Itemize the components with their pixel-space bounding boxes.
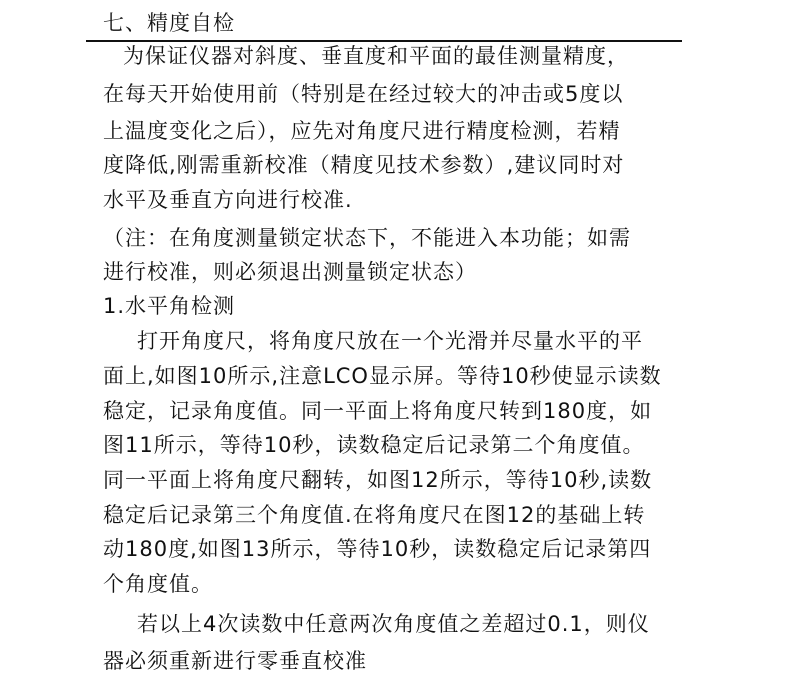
- intro-line-4: 度降低,刚需重新校准（精度见技术参数）,建议同时对: [103, 153, 625, 177]
- intro-line-2: 在每天开始使用前（特别是在经过较大的冲击或5度以: [103, 82, 624, 106]
- note-line-1: （注：在角度测量锁定状态下，不能进入本功能；如需: [103, 226, 631, 250]
- conclusion-line-1: 若以上4次读数中任意两次角度值之差超过0.1，则仪: [137, 612, 650, 636]
- procedure-line-4: 图11所示，等待10秒，读数稳定后记录第二个角度值。: [103, 433, 645, 457]
- procedure-line-7: 动180度,如图13所示，等待10秒，读数稳定后记录第四: [103, 537, 652, 561]
- intro-line-1: 为保证仪器对斜度、垂直度和平面的最佳测量精度，: [123, 44, 629, 68]
- conclusion-line-2: 器必须重新进行零垂直校准: [103, 649, 367, 673]
- procedure-line-1: 打开角度尺，将角度尺放在一个光滑并尽量水平的平: [137, 329, 643, 353]
- procedure-line-5: 同一平面上将角度尺翻转，如图12所示，等待10秒,读数: [103, 468, 653, 492]
- procedure-line-3: 稳定，记录角度值。同一平面上将角度尺转到180度，如: [103, 399, 653, 423]
- procedure-line-6: 稳定后记录第三个角度值.在将角度尺在图12的基础上转: [103, 503, 646, 527]
- procedure-line-8: 个角度值。: [103, 572, 213, 596]
- section-title: 七、精度自检: [103, 11, 235, 35]
- note-line-2: 进行校准，则必须退出测量锁定状态）: [103, 260, 477, 284]
- intro-line-3: 上温度变化之后），应先对角度尺进行精度检测，若精: [103, 119, 621, 143]
- subheading: 1.水平角检测: [103, 294, 236, 318]
- intro-line-5: 水平及垂直方向进行校准.: [103, 188, 353, 212]
- procedure-line-2: 面上,如图10所示,注意LCO显示屏。等待10秒使显示读数: [103, 364, 662, 388]
